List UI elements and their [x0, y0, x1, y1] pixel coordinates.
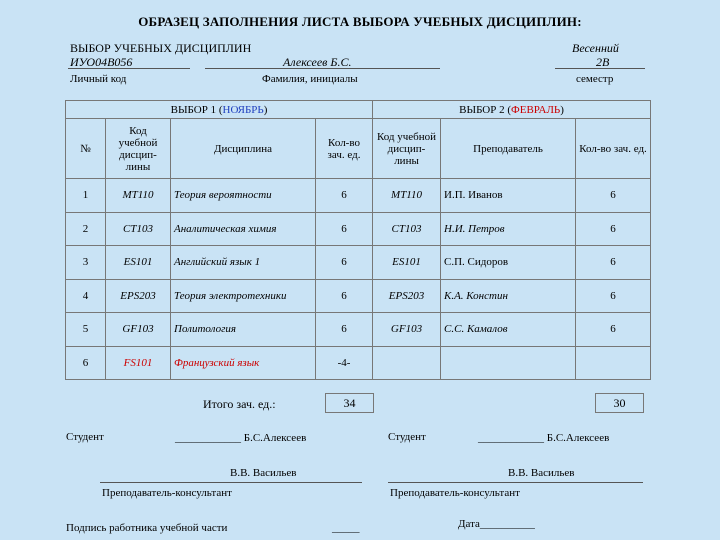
name-label: Фамилия, инициалы: [262, 73, 358, 85]
advisor-label-left: Преподаватель-консультант: [102, 487, 232, 499]
personal-code-underline: [68, 68, 190, 69]
advisor-line-right: [388, 482, 643, 483]
choice2-header: ВЫБОР 2 (ФЕВРАЛЬ): [373, 101, 651, 119]
season-value: Весенний: [572, 41, 619, 55]
personal-code-value: ИУО04В056: [70, 55, 133, 69]
table-row: 6 FS101 Французский язык -4-: [66, 346, 651, 380]
office-signature-label: Подпись работника учебной части: [66, 522, 228, 534]
col-num-header: №: [66, 119, 106, 179]
student-label-left: Студент: [66, 431, 104, 443]
semester-underline: [555, 68, 645, 69]
table-row: 5 GF103 Политология 6 GF103 С.С. Камалов 6: [66, 313, 651, 347]
office-signature-line: _____: [332, 522, 360, 534]
personal-code-label: Личный код: [70, 73, 127, 85]
total-label: Итого зач. ед.:: [203, 397, 276, 411]
name-underline: [205, 68, 440, 69]
section-label: ВЫБОР УЧЕБНЫХ ДИСЦИПЛИН: [70, 41, 252, 55]
disciplines-table: [65, 100, 651, 380]
advisor-line-left: [100, 482, 362, 483]
choice1-header: ВЫБОР 1 (НОЯБРЬ): [66, 101, 373, 119]
col-teacher-header: Преподаватель: [441, 119, 576, 179]
advisor-label-right: Преподаватель-консультант: [390, 487, 520, 499]
date-field: Дата__________: [458, 518, 535, 530]
student-label-right: Студент: [388, 431, 426, 443]
col-code2-header: Код учебной дисцип-лины: [373, 119, 441, 179]
student-name-value: Алексеев Б.С.: [283, 55, 352, 69]
advisor-name-right: В.В. Васильев: [508, 467, 575, 479]
table-row: 4 EPS203 Теория электротехники 6 EPS203 К.А. Констин 6: [66, 279, 651, 313]
table-row: 1 MT110 Теория вероятности 6 MT110 И.П. Иванов 6: [66, 179, 651, 213]
advisor-name-left: В.В. Васильев: [230, 467, 297, 479]
student-signature-right: ____________ Б.С.Алексеев: [478, 432, 610, 444]
table-row: 2 CT103 Аналитическая химия 6 CT103 Н.И. Петров 6: [66, 212, 651, 246]
student-signature-left: ____________ Б.С.Алексеев: [175, 432, 307, 444]
semester-value: 2В: [596, 55, 610, 69]
total-choice2: 30: [595, 393, 644, 413]
col-credits2-header: Кол-во зач. ед.: [576, 119, 651, 179]
col-credits1-header: Кол-во зач. ед.: [316, 119, 373, 179]
col-discipline-header: Дисциплина: [171, 119, 316, 179]
total-choice1: 34: [325, 393, 374, 413]
semester-label: семестр: [576, 73, 614, 85]
col-code1-header: Код учебной дисцип-лины: [106, 119, 171, 179]
table-row: 3 ES101 Английский язык 1 6 ES101 С.П. Сидоров 6: [66, 246, 651, 280]
page-title: ОБРАЗЕЦ ЗАПОЛНЕНИЯ ЛИСТА ВЫБОРА УЧЕБНЫХ ДИСЦИПЛИН:: [138, 14, 582, 29]
